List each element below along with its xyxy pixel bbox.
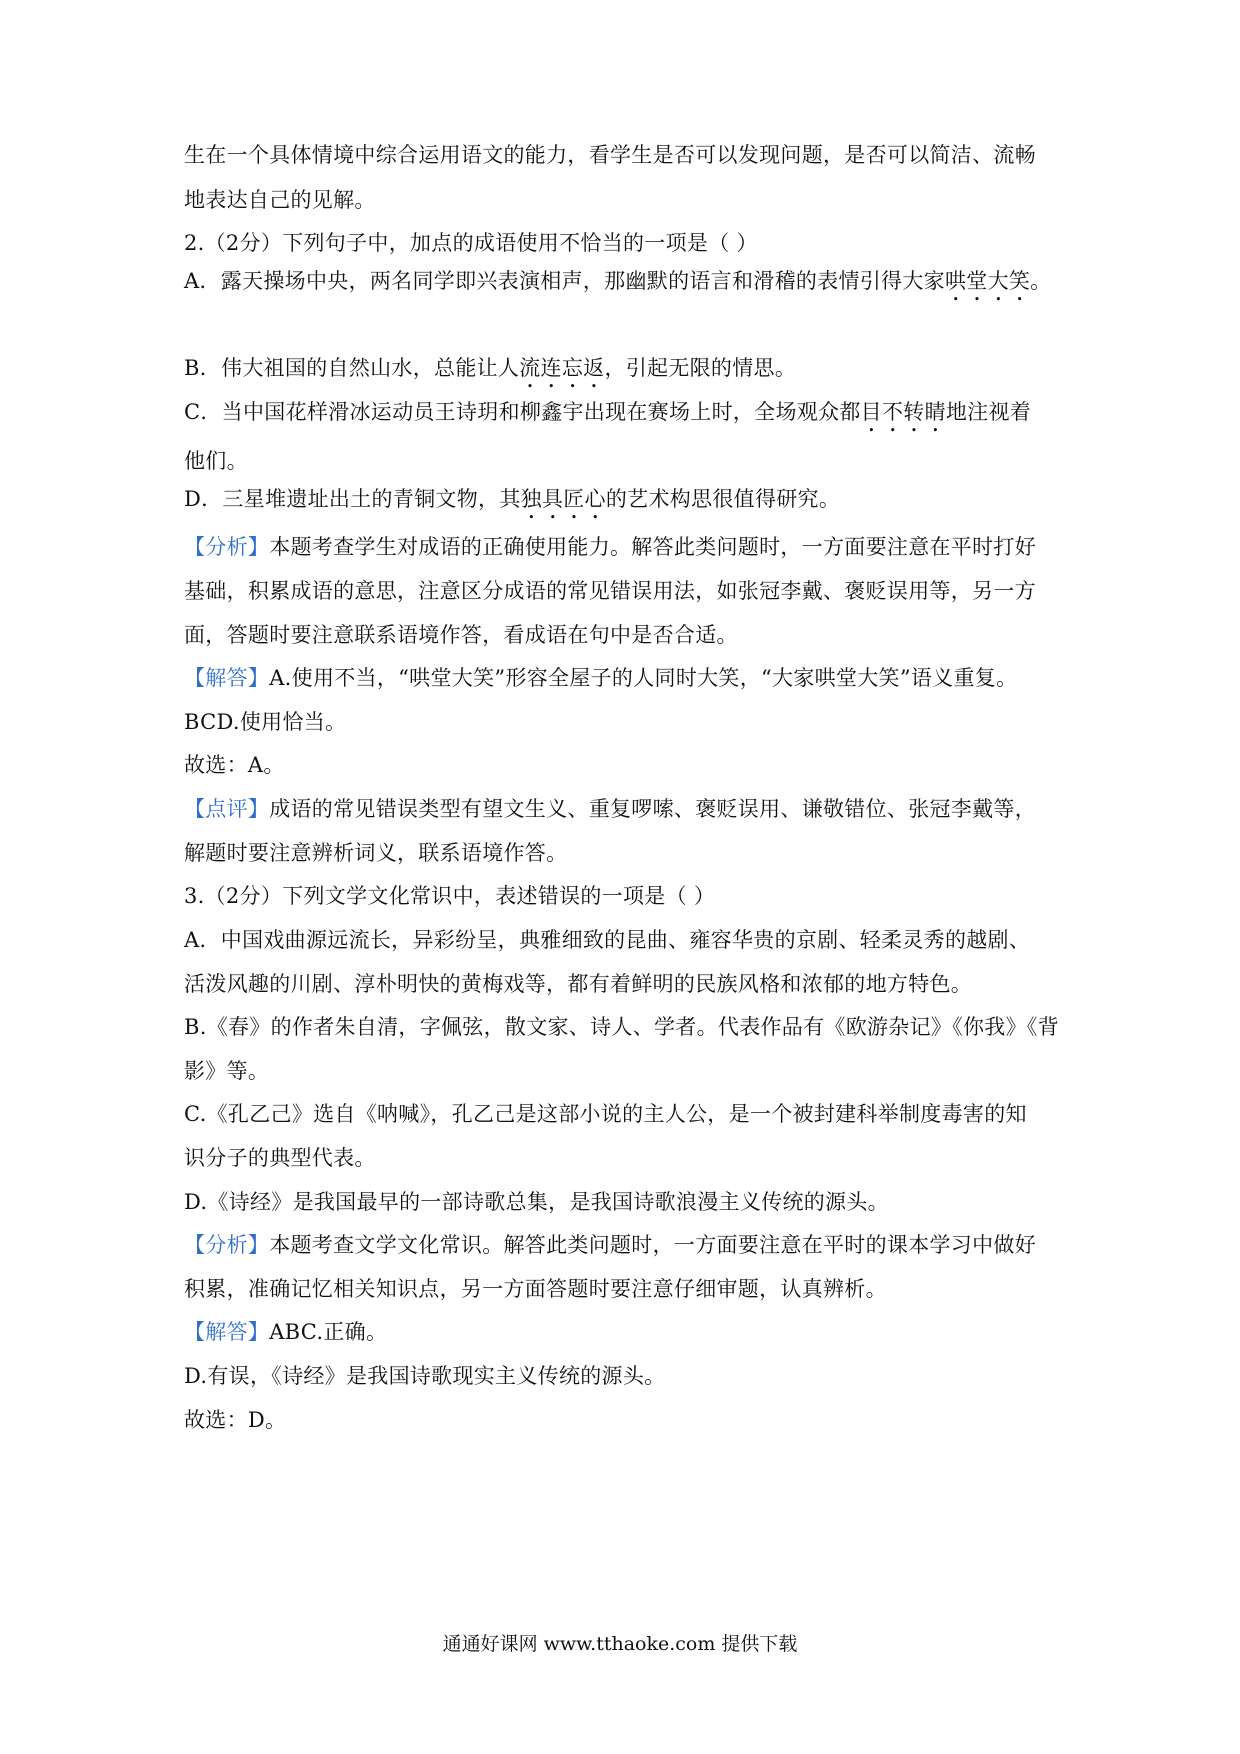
question-3-option-b: B.《春》的作者朱自清，字佩弦，散文家、诗人、学者。代表作品有《欧游杂记》《你我》《背: [184, 1015, 1060, 1039]
answer-paragraph: 【解答】ABC.正确。: [184, 1320, 388, 1344]
text-line: 基础，积累成语的意思，注意区分成语的常见错误用法，如张冠李戴、褒贬误用等，另一方: [184, 579, 1036, 603]
emphasized-idiom: 流连忘返: [519, 356, 605, 380]
text-line: BCD.使用恰当。: [184, 710, 347, 734]
question-3-option-a: A．中国戏曲源远流长，异彩纷呈，典雅细致的昆曲、雍容华贵的京剧、轻柔灵秀的越剧、: [184, 928, 1031, 952]
question-3-stem: 3.（2分）下列文学文化常识中，表述错误的一项是（ ）: [184, 884, 716, 908]
comment-tag: 【点评】: [184, 797, 270, 821]
text-line: 面，答题时要注意联系语境作答，看成语在句中是否合适。: [184, 623, 738, 647]
question-2-option-d: D．三星堆遗址出土的青铜文物，其独具匠心的艺术构思很值得研究。: [184, 487, 841, 511]
question-3-option-c: C.《孔乙己》选自《呐喊》，孔乙己是这部小说的主人公，是一个被封建科举制度毒害的知: [184, 1102, 1027, 1126]
choice-line: 故选：A。: [184, 753, 285, 777]
page-footer: 通通好课网 www.tthaoke.com 提供下载: [442, 1633, 798, 1655]
question-2-option-c: C．当中国花样滑冰运动员王诗玥和柳鑫宇出现在赛场上时，全场观众都目不转睛地注视着: [184, 400, 1032, 424]
answer-tag: 【解答】: [184, 1320, 270, 1344]
question-2-stem: 2.（2分）下列句子中，加点的成语使用不恰当的一项是（ ）: [184, 231, 758, 255]
question-3-option-d: D.《诗经》是我国最早的一部诗歌总集，是我国诗歌浪漫主义传统的源头。: [184, 1190, 889, 1214]
text-line: 积累，准确记忆相关知识点，另一方面答题时要注意仔细审题，认真辨析。: [184, 1277, 887, 1301]
text-line: D.有误，《诗经》是我国诗歌现实主义传统的源头。: [184, 1364, 666, 1388]
question-2-option-a: A．露天操场中央，两名同学即兴表演相声，那幽默的语言和滑稽的表情引得大家哄堂大笑。: [184, 269, 1052, 293]
analysis-tag: 【分析】: [184, 1233, 270, 1257]
comment-paragraph: 【点评】成语的常见错误类型有望文生义、重复啰嗦、褒贬误用、谦敬错位、张冠李戴等，: [184, 797, 1036, 821]
analysis-tag: 【分析】: [184, 535, 270, 559]
answer-tag: 【解答】: [184, 666, 270, 690]
choice-line: 故选：D。: [184, 1408, 287, 1432]
analysis-paragraph: 【分析】本题考查学生对成语的正确使用能力。解答此类问题时，一方面要注意在平时打好: [184, 535, 1036, 559]
text-line: 活泼风趣的川剧、淳朴明快的黄梅戏等，都有着鲜明的民族风格和浓郁的地方特色。: [184, 972, 973, 996]
emphasized-idiom: 哄堂大笑: [944, 269, 1031, 293]
analysis-paragraph: 【分析】本题考查文学文化常识。解答此类问题时，一方面要注意在平时的课本学习中做好: [184, 1233, 1036, 1257]
question-2-option-b: B．伟大祖国的自然山水，总能让人流连忘返，引起无限的情思。: [184, 356, 797, 380]
text-line: 地表达自己的见解。: [184, 188, 376, 212]
text-line: 解题时要注意辨析词义，联系语境作答。: [184, 841, 568, 865]
text-line: 影》等。: [184, 1059, 270, 1083]
answer-paragraph: 【解答】A.使用不当，“哄堂大笑”形容全屋子的人同时大笑，“大家哄堂大笑”语义重复。: [184, 666, 1018, 690]
text-line: 识分子的典型代表。: [184, 1146, 376, 1170]
text-line: 生在一个具体情境中综合运用语文的能力，看学生是否可以发现问题，是否可以简洁、流畅: [184, 143, 1036, 167]
text-line: 他们。: [184, 449, 248, 473]
emphasized-idiom: 目不转睛: [860, 400, 946, 424]
emphasized-idiom: 独具匠心: [520, 487, 606, 511]
